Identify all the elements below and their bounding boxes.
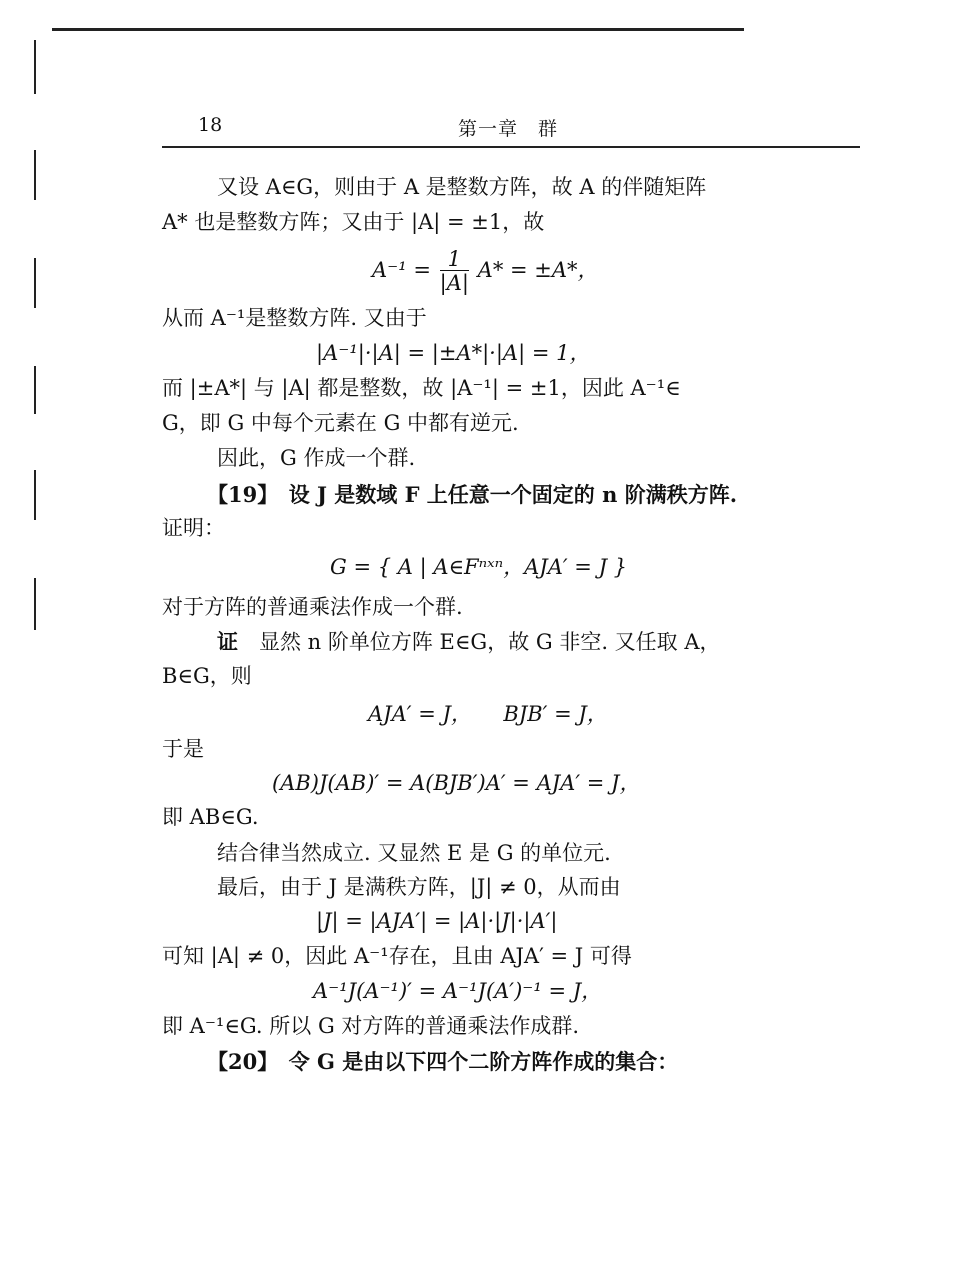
text-line: 对于方阵的普通乘法作成一个群. xyxy=(162,595,463,619)
equation-line: AJA′ = J， BJB′ = J， xyxy=(368,702,608,726)
equation-line: G = { A | A∈Fⁿˣⁿ，AJA′ = J } xyxy=(330,555,628,579)
equation-line: |A⁻¹|·|A| = |±A*|·|A| = 1， xyxy=(316,341,591,365)
proof-label: 证 xyxy=(217,629,238,654)
equation-line: A⁻¹J(A⁻¹)′ = A⁻¹J(A′)⁻¹ = J， xyxy=(313,979,603,1003)
top-rule xyxy=(52,28,744,31)
equation-inverse xyxy=(372,248,599,295)
margin-mark xyxy=(34,40,36,94)
text-line: 于是 xyxy=(162,737,204,761)
chapter-title: 第一章 群 xyxy=(458,118,559,140)
margin-mark xyxy=(34,258,36,308)
proof-text: 显然 n 阶单位方阵 E∈G，故 G 非空. 又任取 A， xyxy=(238,630,721,654)
page-header xyxy=(162,114,860,142)
text-line: 即 AB∈G. xyxy=(162,805,259,829)
fraction-denominator: |A| xyxy=(439,271,469,295)
text-line: 又设 A∈G，则由于 A 是整数方阵，故 A 的伴随矩阵 xyxy=(217,175,707,199)
header-rule xyxy=(162,146,860,148)
problem-19-heading: 【19】 设 J 是数域 F 上任意一个固定的 n 阶满秩方阵. xyxy=(207,482,738,507)
margin-mark xyxy=(34,150,36,200)
text-line: 从而 A⁻¹是整数方阵. 又由于 xyxy=(162,306,427,330)
problem-20-heading: 【20】 令 G 是由以下四个二阶方阵作成的集合： xyxy=(207,1049,679,1074)
text-line: 即 A⁻¹∈G. 所以 G 对方阵的普通乘法作成群. xyxy=(162,1014,580,1038)
text-line: 可知 |A| ≠ 0，因此 A⁻¹存在，且由 AJA′ = J 可得 xyxy=(162,944,632,968)
margin-mark xyxy=(34,366,36,414)
text-line: 因此，G 作成一个群. xyxy=(217,446,416,470)
text-line: A* 也是整数方阵；又由于 |A| = ±1，故 xyxy=(162,210,545,234)
text-line: 证明： xyxy=(162,516,225,540)
fraction-numerator: 1 xyxy=(440,248,469,271)
fraction xyxy=(440,248,469,295)
text-line: 结合律当然成立. 又显然 E 是 G 的单位元. xyxy=(217,841,611,865)
page-number: 18 xyxy=(198,114,223,136)
text-line: B∈G，则 xyxy=(162,664,252,688)
text-line: 最后，由于 J 是满秩方阵，|J| ≠ 0，从而由 xyxy=(217,875,621,899)
proof-line xyxy=(217,628,721,656)
margin-mark xyxy=(34,470,36,520)
text-line: G，即 G 中每个元素在 G 中都有逆元. xyxy=(162,411,519,435)
text-line: 而 |±A*| 与 |A| 都是整数，故 |A⁻¹| = ±1，因此 A⁻¹∈ xyxy=(162,376,681,400)
margin-mark xyxy=(34,578,36,630)
equation-rhs: A* = ±A*， xyxy=(477,258,599,282)
equation-line: |J| = |AJA′| = |A|·|J|·|A′| xyxy=(316,909,558,933)
equation-line: (AB)J(AB)′ = A(BJB′)A′ = AJA′ = J， xyxy=(272,771,641,795)
equation-lhs: A⁻¹ = xyxy=(372,258,431,282)
